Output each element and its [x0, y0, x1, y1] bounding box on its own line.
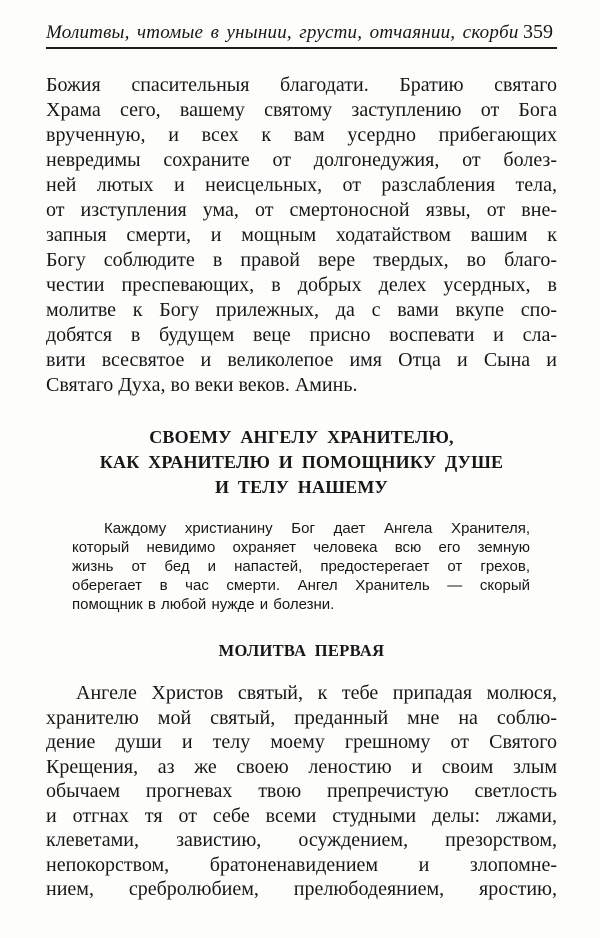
prayer-heading: МОЛИТВА ПЕРВАЯ — [218, 641, 385, 660]
text-line: нием, сребролюбием, прелюбодеянием, яростию, — [46, 878, 557, 900]
header-rule-divider — [46, 47, 557, 49]
intro-note-paragraph — [72, 519, 530, 614]
text-line: запныя смерти, и мощным ходатайством вашим к — [46, 224, 557, 246]
text-line: и отгнах тя от себе всеми студными делы: лжами, — [46, 804, 557, 827]
page-number: 359 — [523, 21, 553, 43]
section-heading — [46, 425, 557, 500]
text-line: врученную, и всех к вам усердно прибегающих — [46, 124, 557, 146]
text-line: обычаем прогневах твою препречистую светлость — [46, 780, 557, 802]
text-line: Божия спасительныя благодати. Братию святаго — [46, 74, 557, 96]
running-header-title: Молитвы, чтомые в унынии, грусти, отчаянии, скорби — [46, 22, 519, 43]
text-line: Святаго Духа, во веки веков. Аминь. — [46, 374, 358, 396]
text-line: Богу соблюдите в правой вере твердых, во благо- — [46, 249, 557, 271]
text-line: клеветами, завистию, осуждением, презорством, — [46, 829, 557, 851]
text-line: СВОЕМУ АНГЕЛУ ХРАНИТЕЛЮ, — [149, 427, 454, 447]
text-line: оберегает в час смерти. Ангел Хранитель — скорый — [72, 577, 530, 594]
text-line: добятся в будущем веце присно воспевати и сла- — [46, 324, 557, 346]
text-line: жизнь от бед и напастей, предостерегает от грехов, — [72, 558, 530, 575]
text-line: Каждому христианину Бог дает Ангела Хранителя, — [104, 520, 530, 537]
text-line: молитве к Богу прилежных, да с вами вкупе спо- — [46, 299, 557, 321]
prayer-first-paragraph — [46, 681, 557, 902]
text-line: вити всесвятое и великолепое имя Отца и Сына и — [46, 349, 557, 371]
text-line: хранителю мой святый, преданный мне на соблю- — [46, 706, 557, 729]
text-line: невредимы сохраните от долгонедужия, от болез- — [46, 149, 557, 171]
text-line: Храма сего, вашему святому заступлению от Бога — [46, 99, 557, 121]
text-line: честии преспевающих, в добрых делех усердных, в — [46, 274, 557, 296]
text-line: Ангеле Христов святый, к тебе припадая молюся, — [76, 682, 557, 704]
text-line: дение души и телу моему грешному от Святого — [46, 731, 557, 753]
text-line: непокорством, братоненавидением и злопомне- — [46, 853, 557, 876]
main-prayer-paragraph — [46, 73, 557, 398]
text-line: который невидимо охраняет человека всю его земную — [72, 539, 530, 556]
text-line: помощник в любой нужде и болезни. — [72, 596, 335, 613]
running-header — [46, 21, 557, 44]
text-line: И ТЕЛУ НАШЕМУ — [215, 477, 388, 497]
text-line: КАК ХРАНИТЕЛЮ И ПОМОЩНИКУ ДУШЕ — [99, 452, 504, 472]
text-line: Крещения, аз же своею леностию и своим злым — [46, 755, 557, 778]
text-line: от изступления ума, от смертоносной язвы, от вне- — [46, 199, 557, 221]
text-line: ней лютых и неисцельных, от разслабления тела, — [46, 174, 557, 196]
